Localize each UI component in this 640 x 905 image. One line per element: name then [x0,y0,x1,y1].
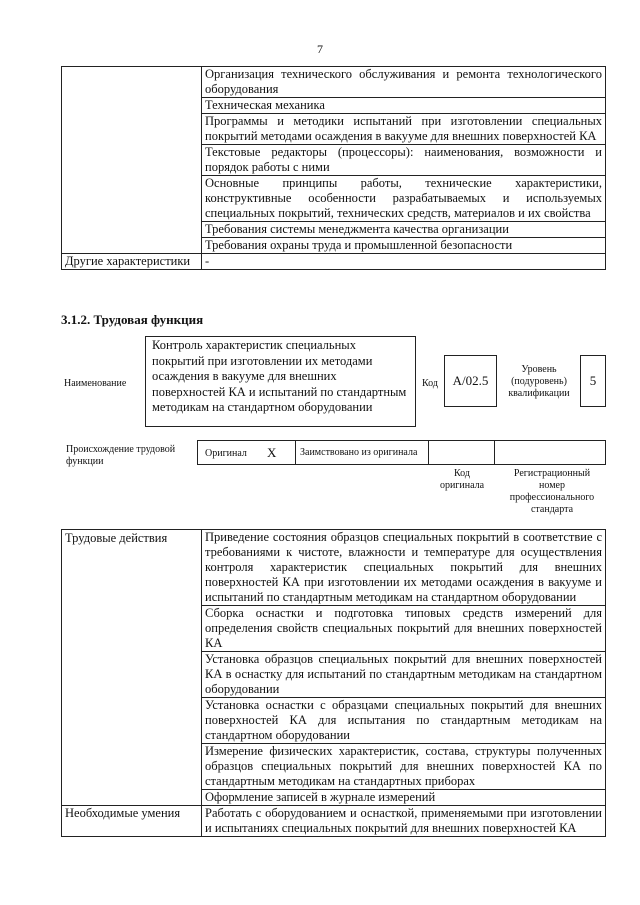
table-row [62,806,606,837]
code-label: Код [422,378,438,389]
original-label: Оригинал [205,448,247,459]
action-item: Оформление записей в журнале измерений [202,790,606,806]
code-original-cell [428,440,495,465]
action-item: Сборка оснастки и подготовка типовых средств измерений для определения свойств специальных покрытий для внешних поверхностей КА [202,606,606,652]
action-item: Измерение физических характеристик, состава, структуры полученных образцов специальных покрытий для внешних поверхностей КА по стандартным методикам на стандартных приборах [202,744,606,790]
knowledge-item: Текстовые редакторы (процессоры): наименования, возможности и порядок работы с ними [202,145,606,176]
page-number: 7 [317,42,323,56]
other-characteristics-value: - [202,254,606,270]
knowledge-item: Требования охраны труда и промышленной безопасности [202,238,606,254]
code-original-label: Код оригинала [439,468,485,491]
action-item: Установка образцов специальных покрытий для внешних поверхностей КА в оснастку для испытаний по стандартным методикам на стандартном оборудовании [202,652,606,698]
action-item: Установка оснастки с образцами специальных покрытий для внешних поверхностей КА для испытания по стандартным методикам на стандартном оборудовании [202,698,606,744]
knowledge-item: Техническая механика [202,98,606,114]
original-mark: X [267,445,277,460]
actions-label: Трудовые действия [62,530,202,806]
name-label: Наименование [64,378,127,389]
function-code: A/02.5 [444,355,497,407]
knowledge-item: Основные принципы работы, технические характеристики, конструктивные особенности разрабатываемых и используемых специальных покрытий, технических средств, материалов и их свойства [202,176,606,222]
original-cell [197,440,296,465]
table-row [62,530,606,606]
knowledge-item: Требования системы менеджмента качества организации [202,222,606,238]
other-characteristics-label: Другие характеристики [62,254,202,270]
level-value: 5 [580,355,606,407]
borrowed-cell [295,440,429,465]
knowledge-item: Программы и методики испытаний при изготовлении специальных покрытий методами осаждения в вакууме для внешних поверхностей КА [202,114,606,145]
labor-actions-table [61,529,606,837]
origin-label: Происхождение трудовой функции [66,444,176,467]
borrowed-label: Заимствовано из оригинала [300,447,418,458]
knowledge-item: Организация технического обслуживания и ремонта технологического оборудования [202,67,606,98]
skill-item: Работать с оборудованием и оснасткой, применяемыми при изготовлении и испытаниях специальных покрытий для внешних поверхностей КА [202,806,606,837]
skills-label: Необходимые умения [62,806,202,837]
level-label: Уровень (подуровень) квалификации [508,364,570,399]
action-item: Приведение состояния образцов специальных покрытий в соответствие с требованиями к чистоте, влажности и температуре для осуществления контроля характеристик специальных покрытий для внешних поверхностей КА при изготовлении их методами осаждения в вакууме и испытаний по стандартным методикам на стандартном оборудовании [202,530,606,606]
reg-number-cell [494,440,606,465]
reg-number-label: Регистрационный номер профессионального стандарта [509,468,595,515]
function-name: Контроль характеристик специальных покрытий при изготовлении их методами осаждения в вакууме для внешних поверхностей КА и испытаний по стандартным методикам на стандартном оборудовании [145,336,416,427]
table-row [62,254,606,270]
table-cell-empty [62,67,202,254]
table-row [62,67,606,98]
knowledge-table [61,66,606,270]
section-title: 3.1.2. Трудовая функция [61,312,204,327]
